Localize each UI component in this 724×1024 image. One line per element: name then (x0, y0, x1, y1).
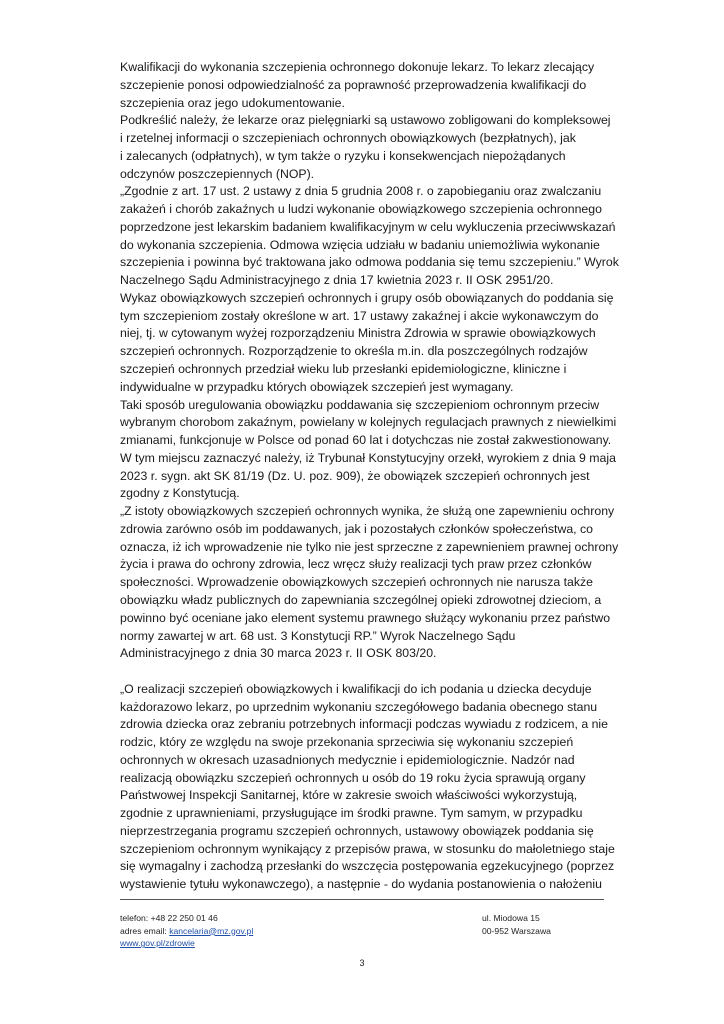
body-line: Naczelnego Sądu Administracyjnego z dnia 17 kwietnia 2023 r. II OSK 2951/20. (120, 273, 554, 288)
body-line: Państwowej Inspekcji Sanitarnej, które w zakresie swoich właściwości wykorzystują, (120, 788, 578, 803)
body-line: ochronnych w okresach uzasadnionych medycznie i epidemiologicznie. Nadzór nad (120, 752, 575, 767)
footer-city: 00-952 Warszawa (482, 925, 551, 936)
document-body (120, 59, 620, 894)
body-line: szczepienia oraz jego udokumentowanie. (120, 95, 345, 110)
body-line: W tym miejscu zaznaczyć należy, iż Trybunał Konstytucyjny orzekł, wyrokiem z dnia 9 maja (120, 450, 616, 465)
body-line: Wykaz obowiązkowych szczepień ochronnych i grupy osób obowiązanych do poddania się (120, 290, 614, 305)
body-line: 2023 r. sygn. akt SK 81/19 (Dz. U. poz. 909), że obowiązek szczepień ochronnych jest (120, 468, 590, 483)
body-line: szczepienia i powinna być traktowana jako odmowa poddania się temu szczepieniu.” Wyrok (120, 255, 619, 270)
footer-divider (120, 899, 604, 900)
body-line: szczepień ochronnych. Rozporządzenie to określa m.in. dla poszczególnych rodzajów (120, 344, 588, 359)
footer-website-link[interactable]: www.gov.pl/zdrowie (120, 938, 195, 949)
body-line: normy zawartej w art. 68 ust. 3 Konstytucji RP.” Wyrok Naczelnego Sądu (120, 628, 516, 643)
body-line: się wymagalny i zachodzą przesłanki do wszczęcia postępowania egzekucyjnego (poprzez (120, 859, 615, 874)
body-line: poprzedzone jest lekarskim badaniem kwalifikacyjnym w celu wykluczenia przeciwwskazań (120, 219, 616, 234)
page-number: 3 (359, 958, 365, 968)
body-line: i rzetelnej informacji o szczepieniach ochronnych obowiązkowych (bezpłatnych), jak (120, 131, 576, 146)
body-line: wystawienie tytułu wykonawczego), a następnie - do wydania postanowienia o nałożeniu (120, 877, 602, 892)
body-line: zdrowia dziecka oraz zebraniu potrzebnych informacji podczas wywiadu z rodzicem, a nie (120, 717, 609, 732)
body-line: zakażeń i chorób zakaźnych u ludzi wykonanie obowiązkowego szczepienia ochronnego (120, 202, 602, 217)
body-line: niej, tj. w cytowanym wyżej rozporządzeniu Ministra Zdrowia w sprawie obowiązkowych (120, 326, 596, 341)
footer-email-label: adres email: (120, 925, 170, 936)
body-line: do wykonania szczepienia. Odmowa wzięcia udziału w badaniu uniemożliwia wykonanie (120, 237, 600, 252)
footer-address (482, 912, 551, 937)
body-line: nieprzestrzegania programu szczepień ochronnych, ustawowy obowiązek poddania się (120, 823, 594, 838)
body-line: Kwalifikacji do wykonania szczepienia ochronnego dokonuje lekarz. To lekarz zlecający (120, 60, 595, 74)
body-line: społeczności. Wprowadzenie obowiązkowych szczepień ochronnych nie narusza także (120, 575, 593, 590)
body-line: szczepienie ponosi odpowiedzialność za poprawność przeprowadzenia kwalifikacji do (120, 77, 587, 92)
body-line: „O realizacji szczepień obowiązkowych i kwalifikacji do ich podania u dziecka decyduje (120, 681, 592, 696)
body-line: tym szczepieniom zostały określone w art. 17 ustawy zakaźnej i akcie wykonawczym do (120, 308, 599, 323)
body-line: Administracyjnego z dnia 30 marca 2023 r. II OSK 803/20. (120, 646, 437, 661)
body-line: rodzic, który ze względu na swoje przekonania sprzeciwia się wykonaniu szczepień (120, 735, 574, 750)
body-line: Podkreślić należy, że lekarze oraz pielęgniarki są ustawowo zobligowani do kompleksowej (120, 113, 611, 128)
body-line: realizacją obowiązku szczepień ochronnych u osób do 19 roku życia sprawują organy (120, 770, 586, 785)
footer-contact (120, 912, 253, 950)
body-line: zgodnie z uprawnieniami, przysługujące im środki prawne. Tym samym, w przypadku (120, 806, 583, 821)
body-line: powinno być oceniane jako element systemu prawnego służący wykonaniu przez państwo (120, 610, 611, 625)
body-line: i zalecanych (odpłatnych), w tym także o ryzyku i konsekwencjach niepożądanych (120, 148, 566, 163)
body-line: każdorazowo lekarz, po uprzednim wykonaniu szczegółowego badania obecnego stanu (120, 699, 598, 714)
body-line: szczepień ochronnych przedział wieku lub przesłanki epidemiologiczne, kliniczne i (120, 362, 567, 377)
body-line: obowiązku władz publicznych do zapewniania szczególnej opieki zdrowotnej dzieciom, a (120, 592, 602, 607)
body-line: wybranym chorobom zakaźnym, powielany w kolejnych regulacjach prawnych z niewielkimi (120, 415, 617, 430)
body-line: odczynów poszczepiennych (NOP). (120, 166, 315, 181)
body-line: zdrowia zarówno osób im poddawanych, jak i pozostałych członków społeczeństwa, co (120, 521, 593, 536)
body-line: szczepieniom ochronnym wynikający z przepisów prawa, w stosunku do małoletniego staje (120, 841, 615, 856)
body-line: Taki sposób uregulowania obowiązku poddawania się szczepieniom ochronnym przeciw (120, 397, 600, 412)
footer-email-link[interactable]: kancelaria@mz.gov.pl (169, 925, 254, 936)
body-line: życia i prawa do ochrony zdrowia, lecz wręcz służy realizacji tych praw przez członków (120, 557, 592, 572)
body-line: zgodny z Konstytucją. (120, 486, 240, 501)
footer-street: ul. Miodowa 15 (482, 913, 540, 923)
body-line: oznacza, iż ich wprowadzenie nie tylko nie jest sprzeczne z zapewnieniem prawnej ochrony (120, 539, 619, 554)
body-line: zmianami, funkcjonuje w Polsce od ponad 60 lat i dotychczas nie został zakwestionowany. (120, 433, 612, 448)
footer-phone: telefon: +48 22 250 01 46 (120, 913, 218, 923)
footer-email-line (120, 925, 253, 938)
body-line: „Zgodnie z art. 17 ust. 2 ustawy z dnia 5 grudnia 2008 r. o zapobieganiu oraz zwalczaniu (120, 184, 602, 199)
body-line: „Z istoty obowiązkowych szczepień ochronnych wynika, że służą one zapewnieniu ochrony (120, 504, 615, 519)
paragraph-gap (120, 663, 620, 681)
body-line: indywidualne w przypadku których obowiązek szczepień jest wymagany. (120, 379, 514, 394)
